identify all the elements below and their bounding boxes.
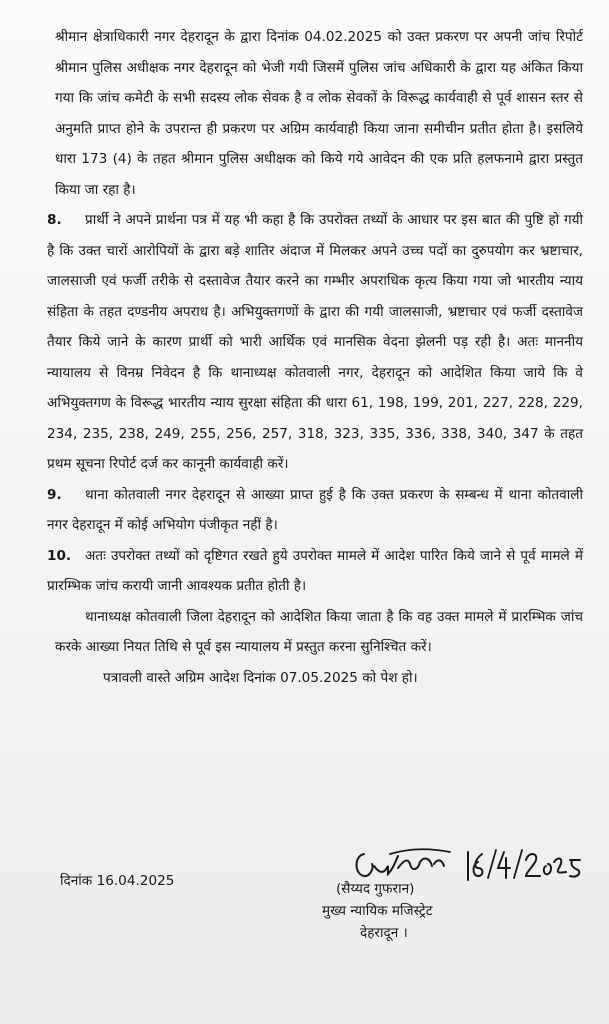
order-date: दिनांक 16.04.2025 (60, 873, 175, 889)
paragraph-9-text: थाना कोतवाली नगर देहरादून से आख्या प्राप्त हुई है कि उक्त प्रकरण के सम्बन्ध में थाना कोतवाली नगर देहरादून में कोई अभियोग पंजीकृत नहीं है। (47, 486, 583, 533)
order-paragraph: थानाध्यक्ष कोतवाली जिला देहरादून को आदेशित किया जाता है कि वह उक्त मामले में प्रारम्भिक जांच करके आख्या नियत तिथि से पूर्व इस न्यायालय में प्रस्तुत करना सुनिश्चित करें। (55, 608, 583, 655)
paragraph-7-continuation: श्रीमान क्षेत्राधिकारी नगर देहरादून के द्वारा दिनांक 04.02.2025 को उक्त प्रकरण पर अपनी जांच रिपोर्ट श्रीमान पुलिस अधीक्षक नगर देहरादून को भेजी गयी जिसमें पुलिस जांच अधिकारी के द्वारा यह अंकित किया गया कि जांच कमेटी के सभी सदस्य लोक सेवक है व लोक सेवकों के विरूद्ध कार्यवाही से पूर्व शासन स्तर से अनुमति प्राप्त होने के उपरान्त ही प्रकरण पर अग्रिम कार्यवाही किया जाना समीचीन प्रतीत होता है। इसलिये धारा 173 (4) के तहत श्रीमान पुलिस अधीक्षक को किये गये आवेदन की एक प्रति हलफनामे द्वारा प्रस्तुत किया जा रहा है। (55, 29, 583, 198)
paragraph-10 (47, 541, 583, 602)
handwritten-date (468, 850, 580, 880)
next-date-paragraph: पत्रावली वास्ते अग्रिम आदेश दिनांक 07.05.2025 को पेश हो। (103, 669, 418, 686)
paragraph-8 (47, 205, 583, 480)
signature-block (0, 838, 609, 958)
document-body (47, 22, 583, 693)
signer-title: मुख्य न्यायिक मजिस्ट्रेट (322, 903, 433, 919)
paragraph-10-text: अतः उपरोक्त तथ्यों को दृष्टिगत रखते हुये उपरोक्त मामले में आदेश पारित किये जाने से पूर्व मामले में प्रारम्भिक जांच करायी जानी आवश्यक प्रतीत होती है। (47, 547, 583, 594)
paragraph-10-number: 10. (47, 547, 72, 564)
paragraph-8-number: 8. (47, 212, 62, 228)
signer-name: (सैय्यद गुफरान) (336, 881, 415, 897)
paragraph-9 (47, 480, 583, 541)
paragraph-8-text: प्रार्थी ने अपने प्रार्थना पत्र में यह भी कहा है कि उपरोक्त तथ्यों के आधार पर इस बात की पुष्टि हो गयी है कि उक्त चारों आरोपियों के द्वारा बड़े शातिर अंदाज में मिलकर अपने उच्च पदों का दुरुपयोग कर भ्रष्टाचार, जालसाजी एवं फर्जी तरीके से दस्तावेज तैयार करने का गम्भीर अपराधिक कृत्य किया गया जो भारतीय न्याय संहिता के तहत दण्डनीय अपराध है। अभियुक्तगणों के द्वारा की गयी जालसाजी, भ्रष्टाचार एवं फर्जी दस्तावेज तैयार किये जाने के कारण प्रार्थी को भारी आर्थिक एवं मानसिक वेदना झेलनी पड़ रही है। अतः माननीय न्यायालय से विनम्र निवेदन है कि थानाध्यक्ष कोतवाली नगर, देहरादून को आदेशित किया जाये कि वे अभियुक्तगण के विरूद्ध भारतीय न्याय सुरक्षा संहिता की धारा 61, 198, 199, 201, 227, 228, 229, 234, 235, 238, 249, 255, 256, 257, 318, 323, 335, 336, 338, 340, 347 के तहत प्रथम सूचना रिपोर्ट दर्ज कर कानूनी कार्यवाही करें। (47, 212, 583, 472)
signer-place: देहरादून । (360, 925, 408, 941)
paragraph-9-number: 9. (47, 486, 62, 503)
